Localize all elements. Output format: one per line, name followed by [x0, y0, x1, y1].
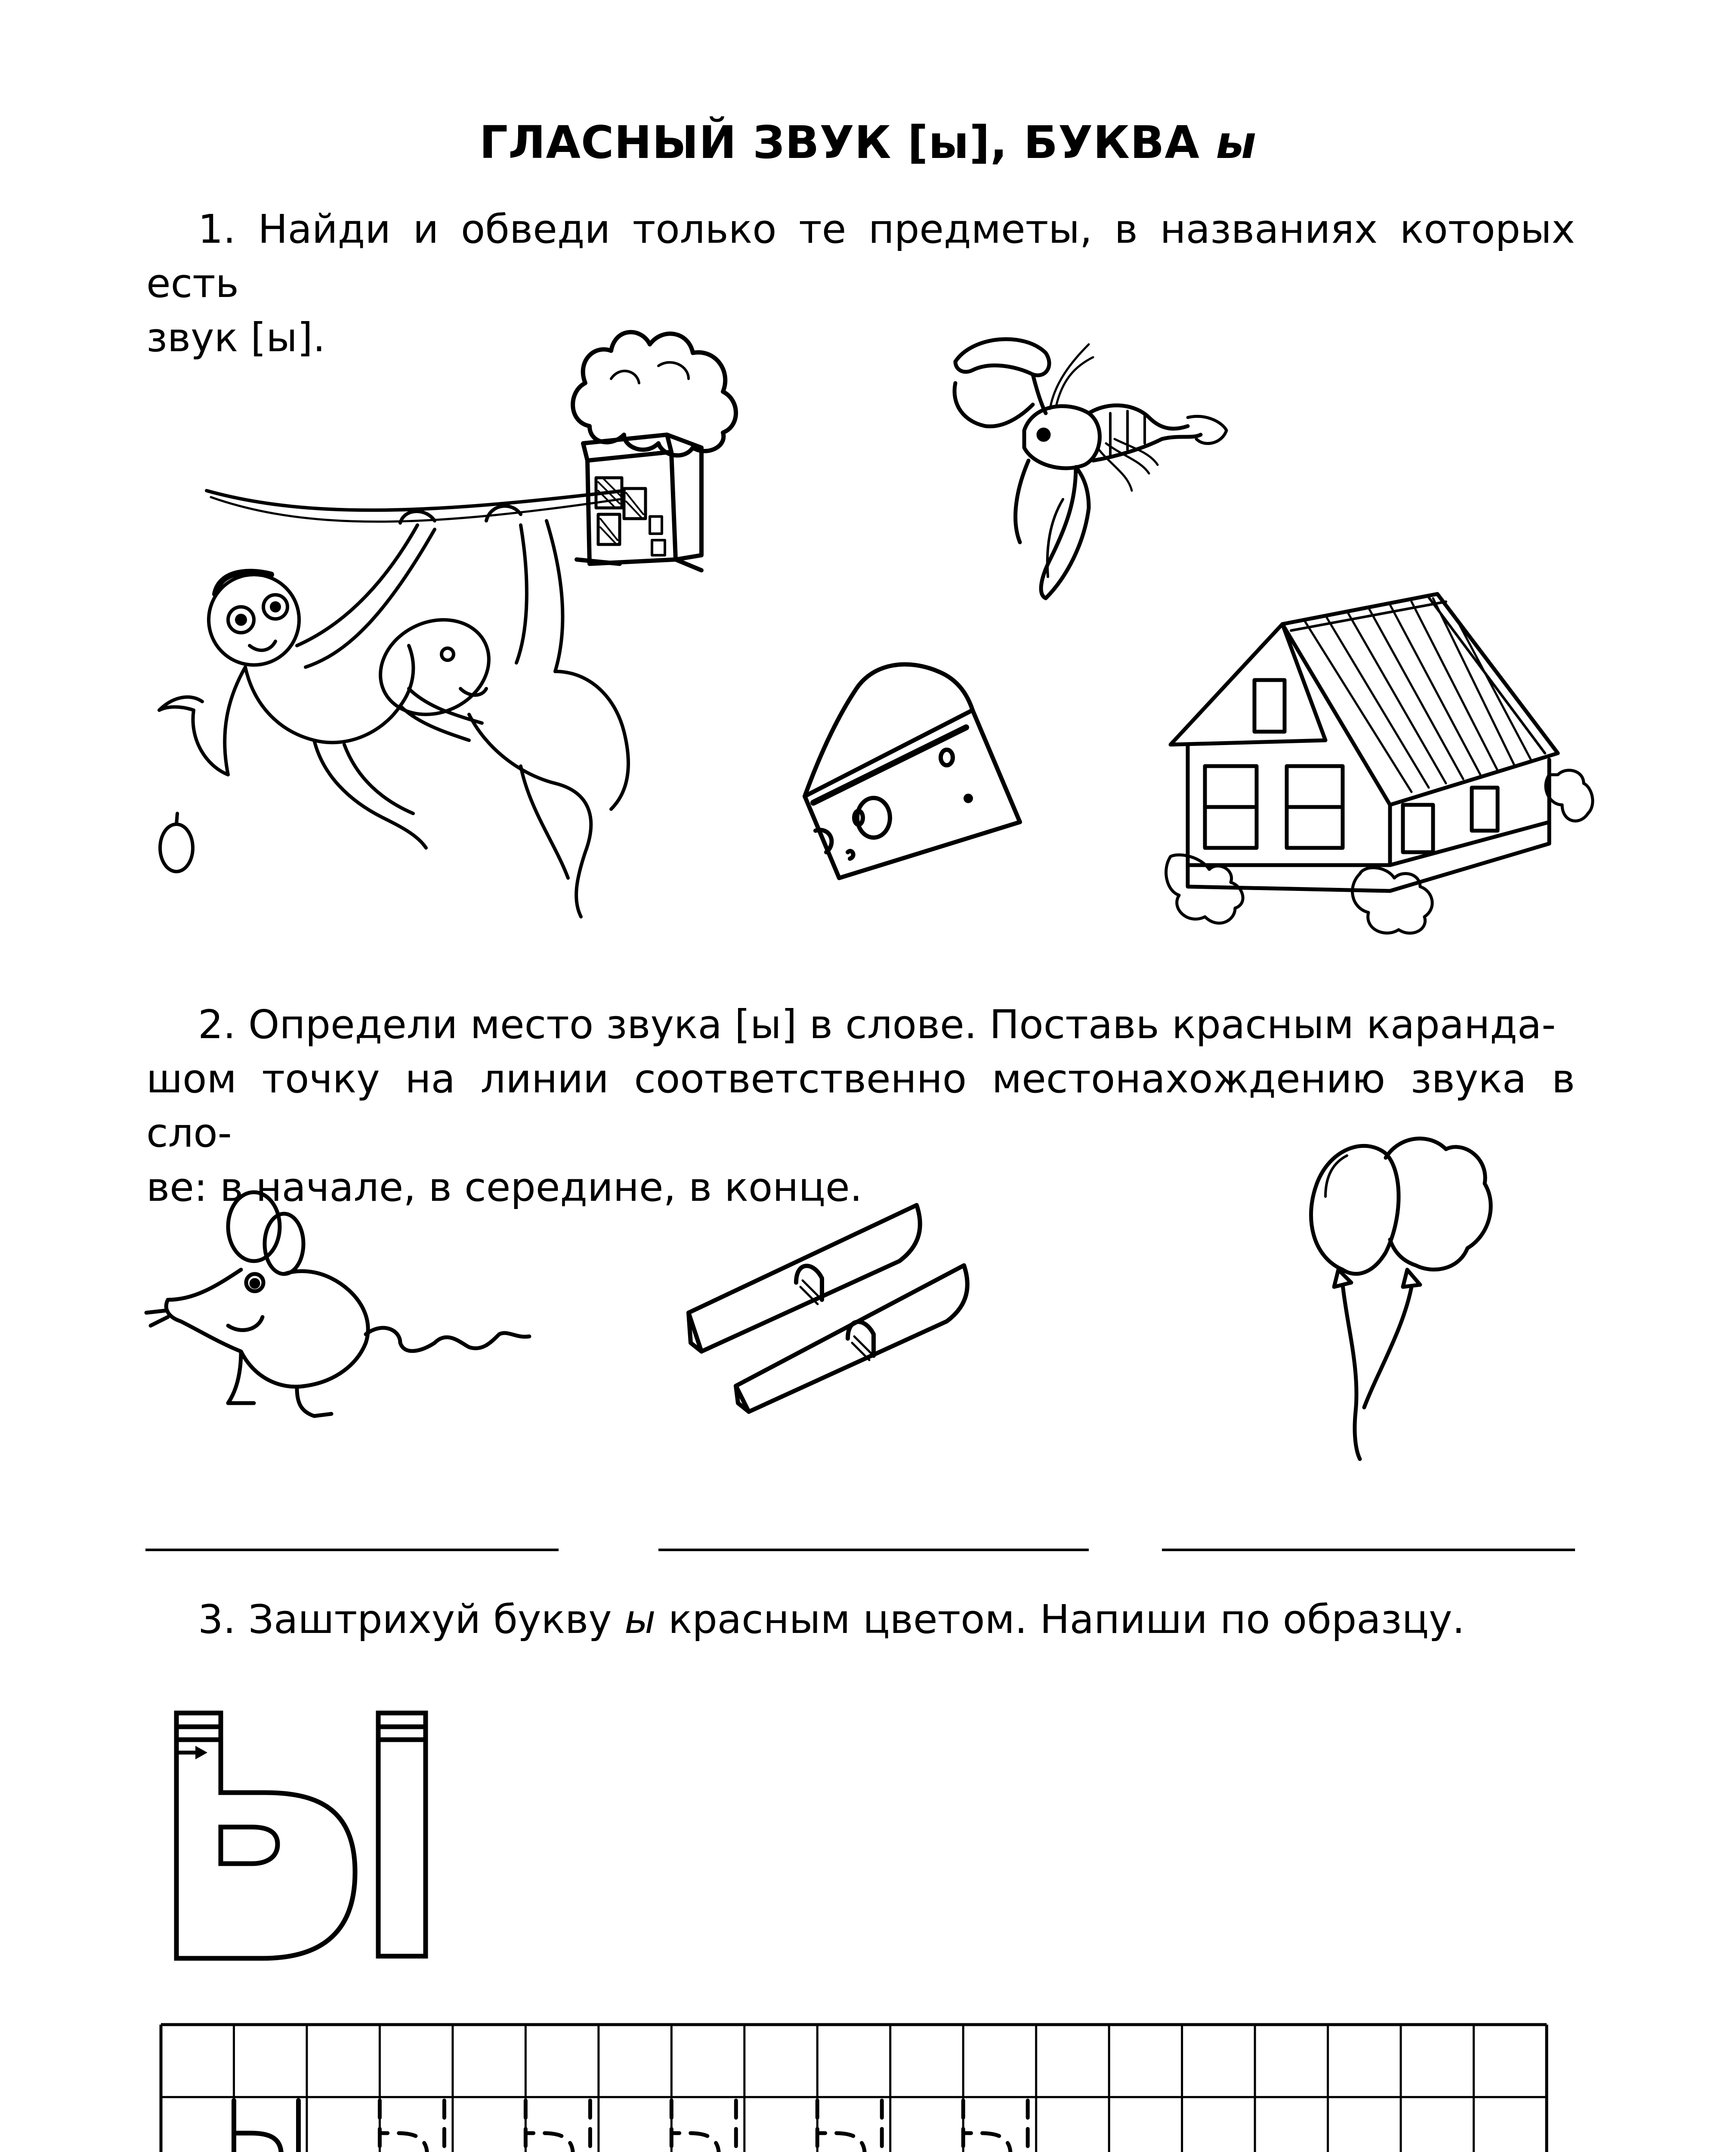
traced-letter[interactable] — [525, 2100, 590, 2152]
answer-line-middle[interactable] — [658, 1549, 1089, 1551]
monkeys-icon — [142, 465, 701, 938]
house-icon — [1162, 590, 1597, 947]
mouse-icon — [142, 1188, 572, 1429]
answer-line-end[interactable] — [1162, 1549, 1575, 1551]
task-2-line-1: 2. Определи место звука [ы] в слове. Поставь красным каранда- — [198, 1002, 1556, 1048]
skis-icon — [684, 1197, 1059, 1412]
task-2-line-2: шом точку на линии соответственно местонахождению звука в сло- — [146, 1056, 1575, 1156]
task-3-text-after: красным цветом. Напиши по образцу. — [655, 1596, 1465, 1642]
traced-letter[interactable] — [380, 2100, 444, 2152]
traced-letter[interactable] — [817, 2100, 882, 2152]
outline-letter-yery[interactable] — [174, 1700, 467, 1958]
task-3-text-before: 3. Заштрихуй букву — [198, 1596, 624, 1642]
task-1-line-1: 1. Найди и обведи только те предметы, в названиях которых есть — [146, 206, 1575, 306]
cheese-icon — [796, 654, 1029, 882]
task-2-line-3: ве: в начале, в середине, в конце. — [146, 1164, 862, 1210]
page-title — [0, 116, 1736, 169]
title-text: ГЛАСНЫЙ ЗВУК [ы], БУКВА — [479, 116, 1216, 169]
traced-letter[interactable] — [963, 2100, 1028, 2152]
writing-grid[interactable] — [159, 2023, 1549, 2152]
sample-letter — [234, 2100, 298, 2152]
answer-line-beginning[interactable] — [145, 1549, 559, 1551]
task-1-line-2: звук [ы]. — [146, 315, 326, 361]
traced-letter[interactable] — [671, 2100, 736, 2152]
task-1-instructions — [146, 202, 1575, 365]
balloon-icon — [1300, 1132, 1502, 1459]
crayfish-icon — [947, 318, 1231, 603]
task-3-letter: ы — [624, 1596, 656, 1642]
title-letter: ы — [1216, 116, 1257, 169]
task-3-instructions — [146, 1592, 1575, 1647]
